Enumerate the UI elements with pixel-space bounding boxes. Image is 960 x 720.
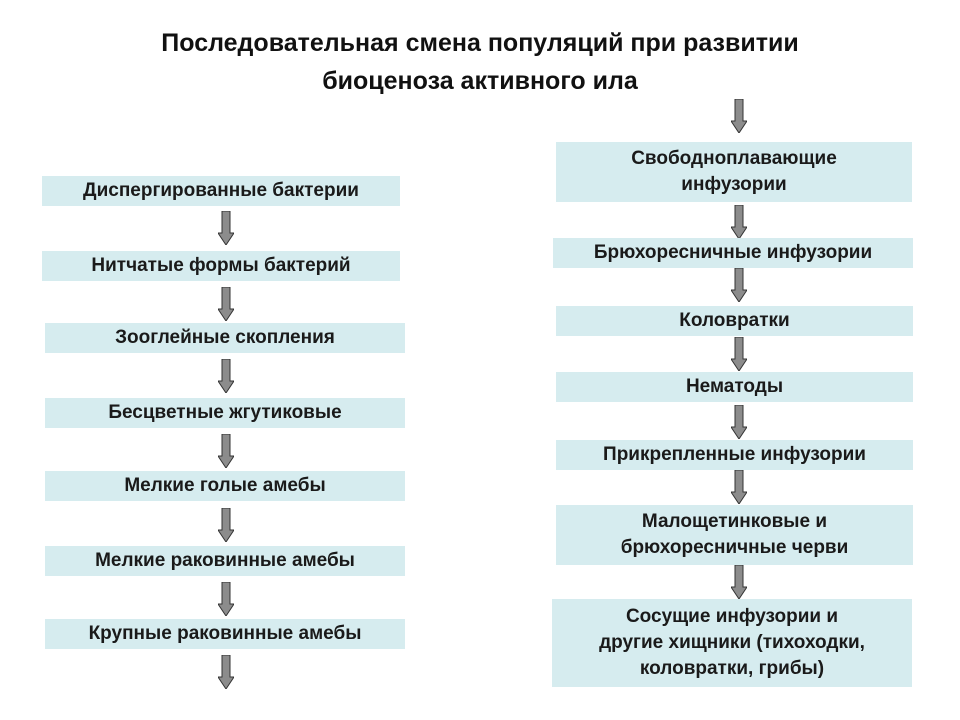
stage-filamentous-bacteria: Нитчатые формы бактерий: [42, 251, 400, 281]
stage-suctorian-predators: Сосущие инфузории и другие хищники (тихоходки, коловратки, грибы): [552, 599, 912, 687]
stage-small-testate-amoebae: Мелкие раковинные амебы: [45, 546, 405, 576]
down-arrow-icon: [731, 99, 747, 133]
stage-oligochaete-worms: Малощетинковые и брюхоресничные черви: [556, 505, 913, 565]
stage-free-swimming-ciliates: Свободноплавающие инфузории: [556, 142, 912, 202]
stage-hypotrich-ciliates: Брюхоресничные инфузории: [553, 238, 913, 268]
stage-zoogloea: Зооглейные скопления: [45, 323, 405, 353]
stage-dispersed-bacteria: Диспергированные бактерии: [42, 176, 400, 206]
down-arrow-icon: [731, 205, 747, 239]
down-arrow-icon: [218, 211, 234, 245]
down-arrow-icon: [218, 359, 234, 393]
stage-rotifers: Коловратки: [556, 306, 913, 336]
down-arrow-icon: [731, 268, 747, 302]
down-arrow-icon: [731, 405, 747, 439]
down-arrow-icon: [218, 287, 234, 321]
down-arrow-icon: [731, 337, 747, 371]
down-arrow-icon: [218, 508, 234, 542]
title-line-1: Последовательная смена популяций при развитии: [161, 29, 799, 57]
stage-large-testate-amoebae: Крупные раковинные амебы: [45, 619, 405, 649]
down-arrow-icon: [731, 565, 747, 599]
stage-small-naked-amoebae: Мелкие голые амебы: [45, 471, 405, 501]
down-arrow-icon: [218, 655, 234, 689]
down-arrow-icon: [731, 470, 747, 504]
down-arrow-icon: [218, 434, 234, 468]
stage-nematodes: Нематоды: [556, 372, 913, 402]
stage-colorless-flagellates: Бесцветные жгутиковые: [45, 398, 405, 428]
page-title: [40, 24, 920, 100]
stage-attached-ciliates: Прикрепленные инфузории: [556, 440, 913, 470]
down-arrow-icon: [218, 582, 234, 616]
title-line-2: биоценоза активного ила: [322, 67, 638, 95]
